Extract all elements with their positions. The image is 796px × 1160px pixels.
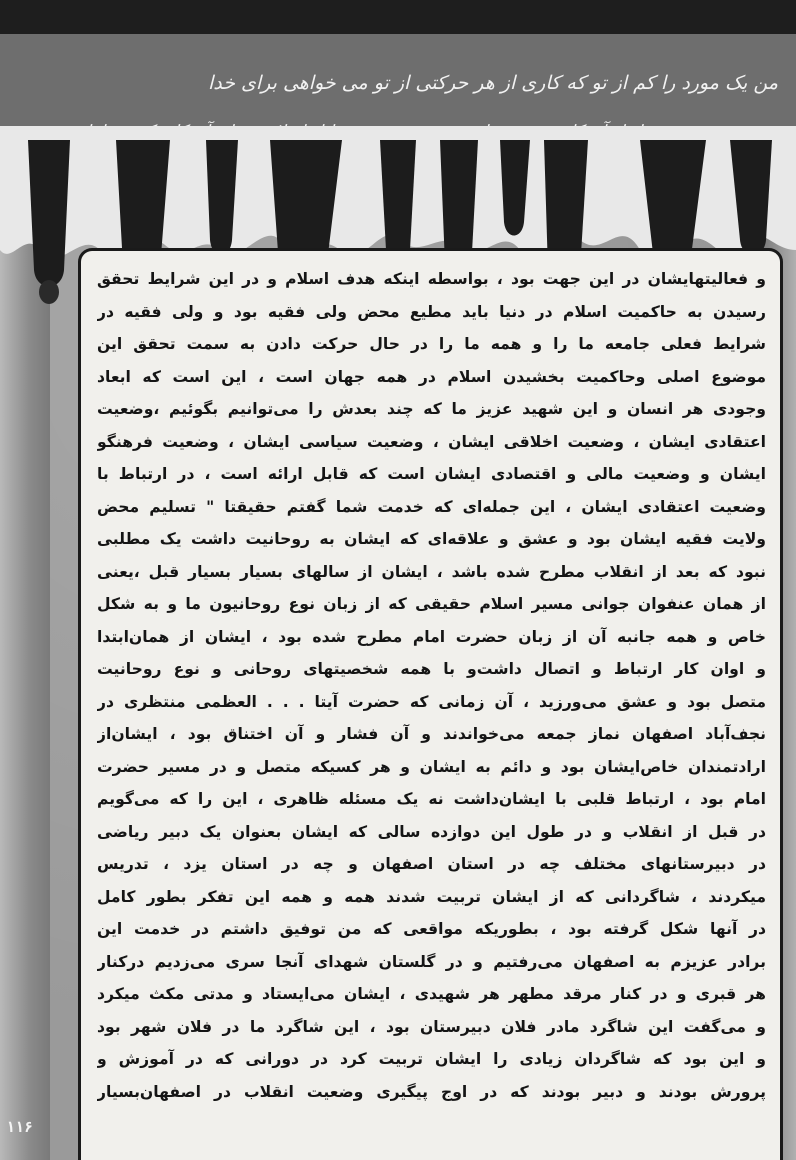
text-line: وضعیت اعتقادی ایشان ، این جمله‌ای که خدمت شما گفتم حقیقتا " تسلیم محض [97, 497, 766, 516]
text-line: نجف‌آباد اصفهان نماز جمعه می‌خواندند و آن فشار و آن اختناق بود ، ایشان‌از [97, 725, 766, 743]
text-line: برادر عزیزم به اصفهان می‌رفتیم و در گلستان شهدای آنجا سری می‌زدیم درکنار [97, 952, 766, 971]
text-line: رسیدن به حاکمیت اسلام در دنیا باید مطیع محض ولی فقیه بود و ولی فقیه در [97, 302, 766, 321]
text-line: وجودی هر انسان و این شهید عزیز ما که چند بعدش را می‌توانیم بگوئیم ،وضعیت [97, 400, 766, 418]
text-line: در آنها شکل گرفته بود ، بطوریکه مواقعی که من توفیق داشتم در خدمت این [97, 920, 766, 938]
text-line: شرایط فعلی جامعه ما را و همه ما را در حال حرکت دادن به سمت تحقق این [97, 335, 766, 353]
text-line: و فعالیتهایشان در این جهت بود ، بواسطه اینکه هدف اسلام و در این شرایط تحقق [97, 270, 766, 288]
text-line: و اوان کار ارتباط و اتصال داشت‌و با همه شخصیتهای روحانی و نوع روحانیت [97, 660, 766, 678]
text-line: ولایت فقیه ایشان بود و عشق و علاقه‌ای که ایشان به روحانیت داشت یک مطلبی [97, 530, 766, 548]
text-line: میکردند ، شاگردانی که از ایشان تربیت شدند همه و همه این تفکر بطور کامل [97, 887, 766, 906]
text-line: هر قبری و در کنار مرقد مطهر هر شهیدی ، ایشان می‌ایستاد و مدتی مکث میکرد [97, 985, 766, 1003]
text-line: و می‌گفت این شاگرد مادر فلان دبیرستان بود ، این شاگرد ما در فلان شهر بود [97, 1017, 766, 1036]
text-line: ارادتمندان خاص‌ایشان بود و دائم به ایشان و هر کسیکه متصل و در مسیر حضرت [97, 757, 766, 776]
text-line: پرورش بودند و دبیر بودند که در اوج پیگیری وضعیت انقلاب در اصفهان‌بسیار [97, 1082, 766, 1101]
page-number: ۱۱۶ [6, 1118, 34, 1136]
text-line: امام بود ، ارتباط قلبی با ایشان‌داشت نه یک مسئله ظاهری ، این را که می‌گویم [97, 790, 766, 808]
text-line: موضوع اصلی وحاکمیت بخشیدن اسلام در همه جهان است ، این است که ابعاد [97, 367, 766, 386]
body-text [97, 263, 766, 1108]
text-line: در دبیرستانهای مختلف چه در استان اصفهان و چه در استان یزد ، تدریس [97, 855, 766, 873]
text-line: و این بود که شاگردان زیادی را ایشان تربیت کرد در دورانی که در آموزش و [97, 1050, 766, 1068]
text-panel [78, 248, 783, 1160]
text-line: خاص و همه جانبه آن از زبان حضرت امام مطرح شده بود ، ایشان از همان‌ابتدا [97, 627, 766, 646]
text-line: اعتقادی ایشان ، وضعیت اخلاقی ایشان ، وضعیت سیاسی ایشان ، وضعیت فرهنگو [97, 432, 766, 451]
text-line: از همان عنفوان جوانی مسیر اسلام حقیقی که از زبان نوع روحانیون ما و به شکل [97, 595, 766, 613]
hadith-line-1: من یک مورد را کم از تو که کاری از هر حرکتی از تو می خواهی برای خدا [207, 72, 778, 94]
text-line: ایشان و وضعیت مالی و اقتصادی ایشان است که قابل ارائه است ، در ارتباط با [97, 465, 766, 483]
text-line: متصل بود و عشق می‌ورزید ، آن زمانی که حضرت آیتا . . . العظمی منتظری در [97, 692, 766, 711]
text-line: در قبل از انقلاب و در طول این دوازده سالی که ایشان بعنوان یک دبیر ریاضی [97, 822, 766, 841]
top-dark-bar [0, 0, 796, 34]
text-line: نبود که بعد از انقلاب مطرح شده باشد ، ایشان از سالهای بسیار بسیار قبل ،یعنی [97, 562, 766, 581]
